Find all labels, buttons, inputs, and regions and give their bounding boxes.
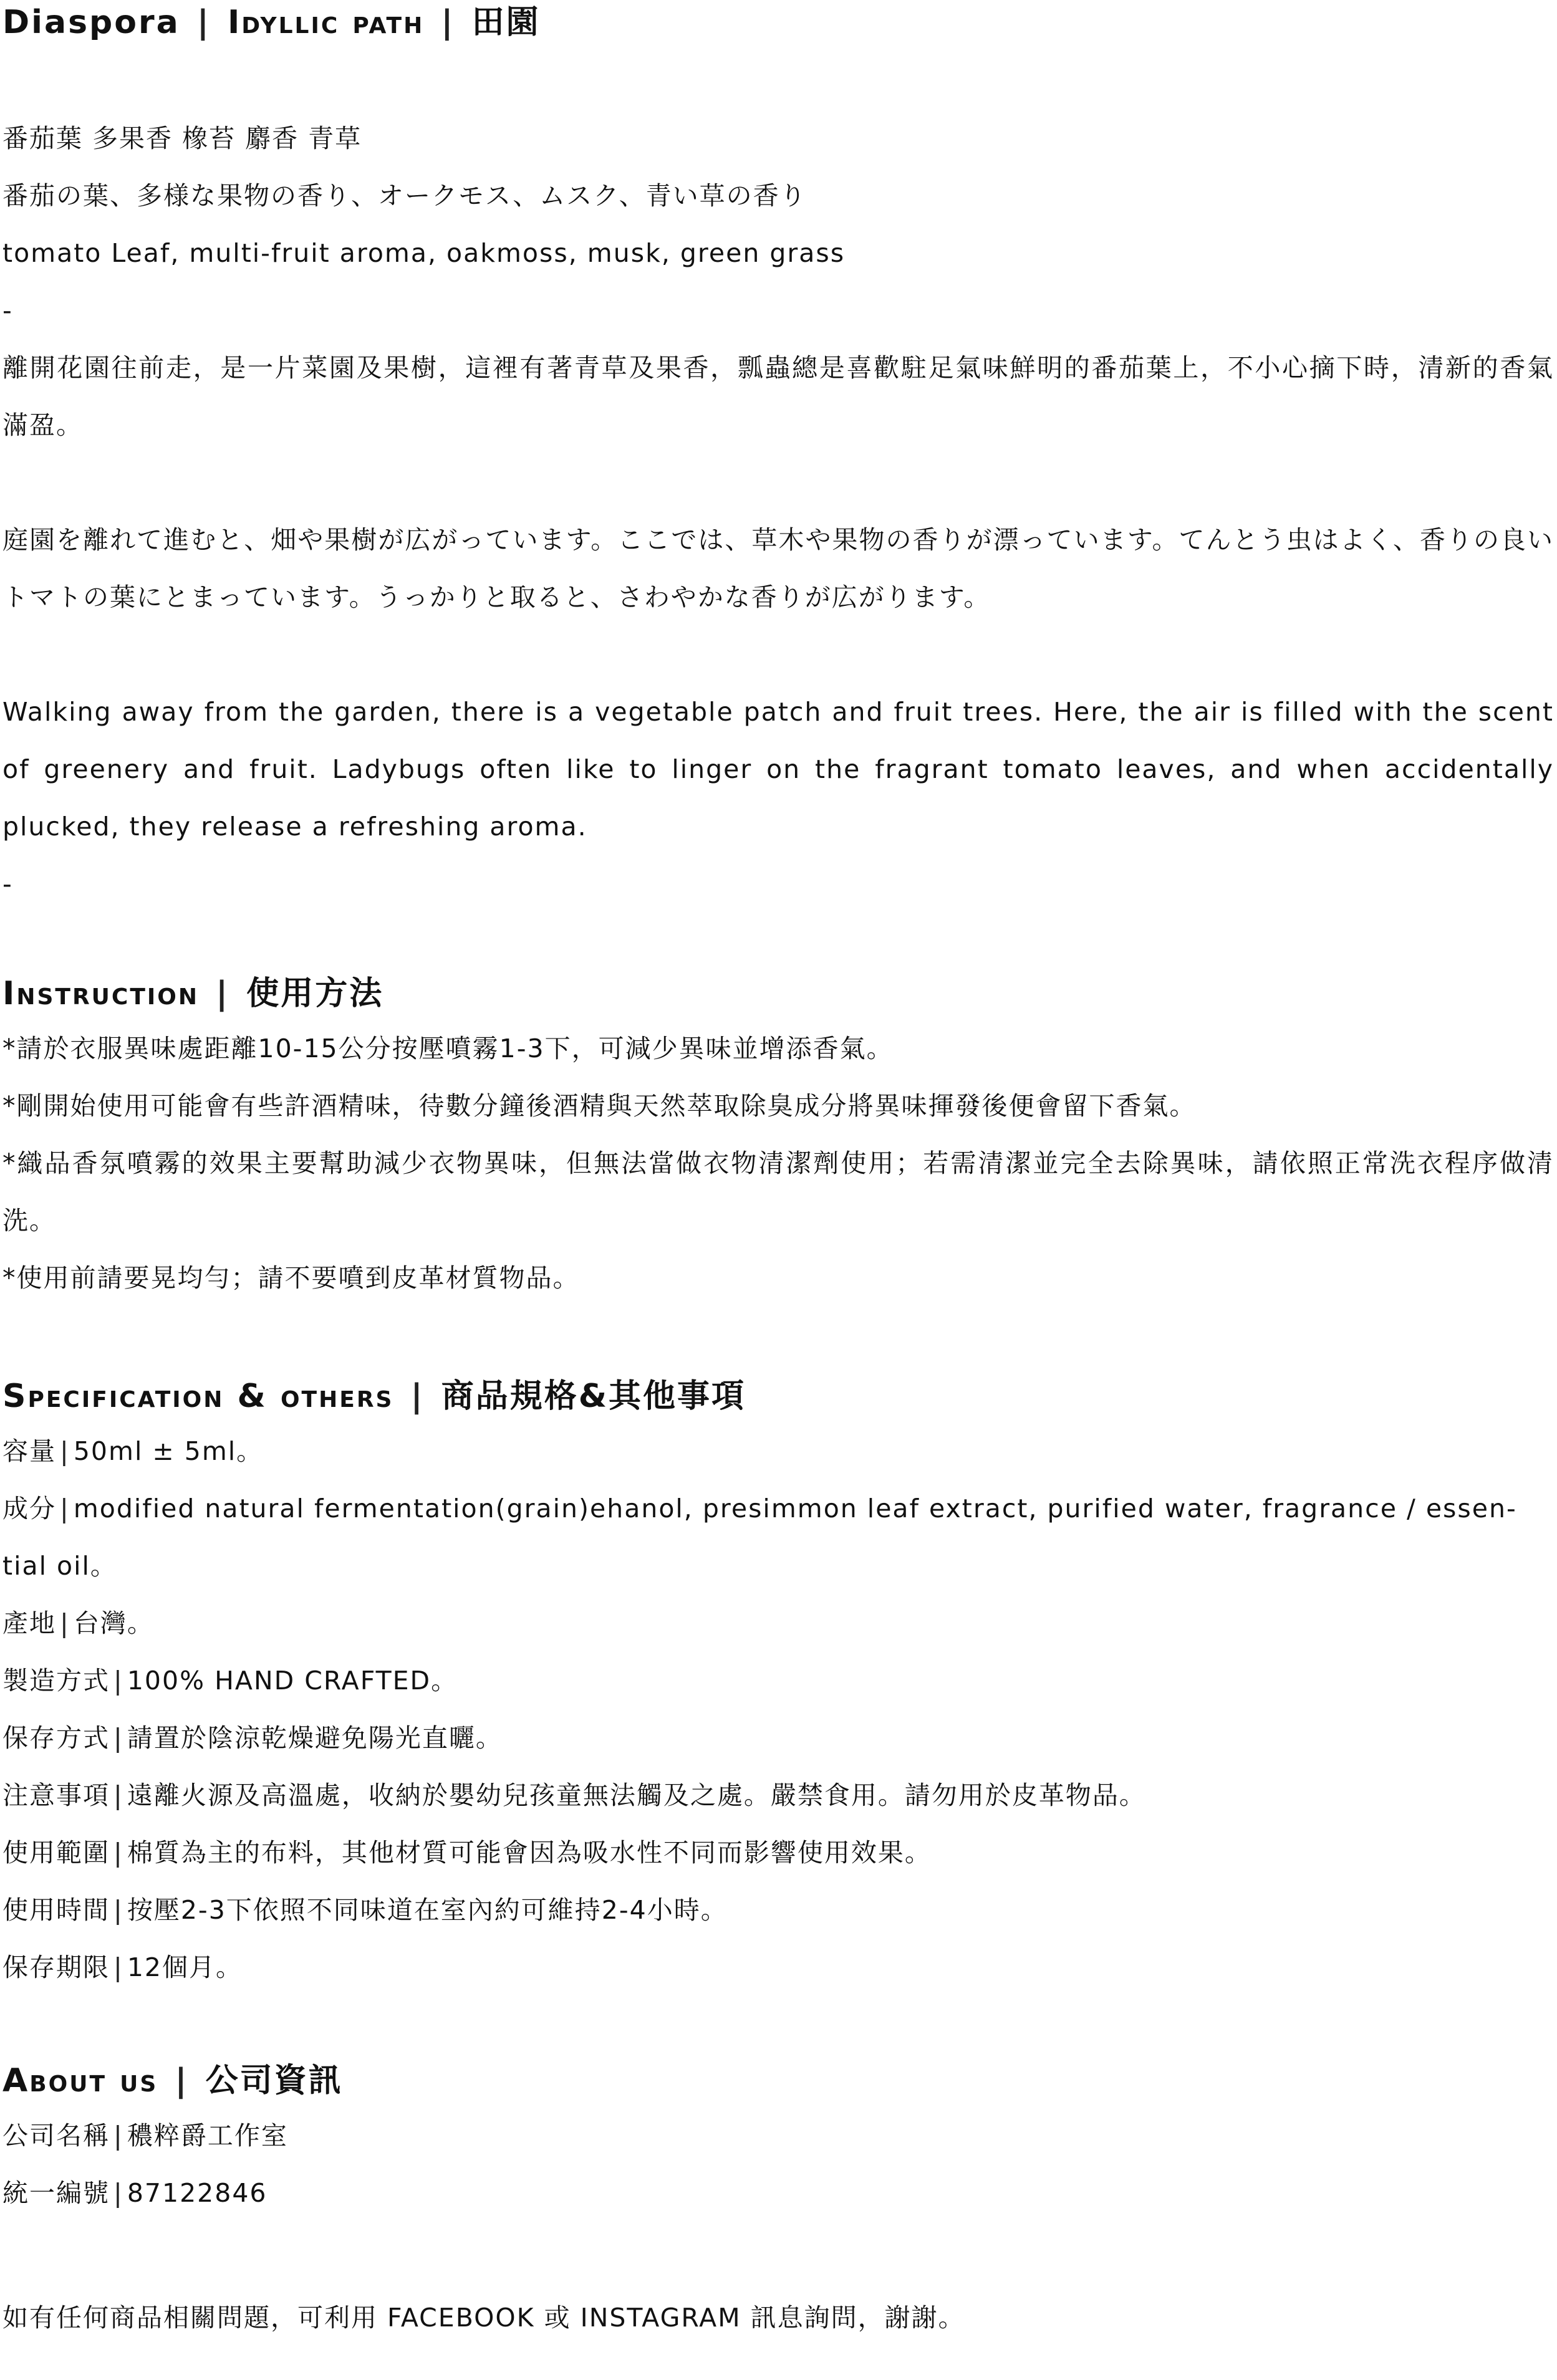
spec-label: 使用範圍: [2, 1838, 110, 1868]
brand-name: Diaspora: [2, 4, 180, 41]
about-label: 統一編號: [2, 2178, 110, 2208]
spec-label: 成分: [2, 1494, 56, 1523]
spec-separator: |: [113, 1780, 123, 1810]
spec-heading-zh: 商品規格&其他事項: [441, 1378, 746, 1415]
instruction-heading-en: Instruction: [2, 975, 200, 1012]
spec-label: 使用時間: [2, 1895, 110, 1925]
instruction-item: *請於衣服異味處距離10-15公分按壓噴霧1-3下，可減少異味並增添香氣。: [2, 1034, 894, 1063]
spec-heading-en: Specification & others: [2, 1378, 394, 1415]
notes-block: [2, 110, 845, 339]
about-separator: |: [113, 2178, 123, 2208]
about-heading-zh: 公司資訊: [205, 2062, 343, 2099]
story-zh-block: [2, 339, 1554, 454]
page-title: [2, 2, 540, 42]
instruction-section: [2, 974, 1554, 1307]
spec-value: 請置於陰涼乾燥避免陽光直曬。: [127, 1723, 503, 1753]
spec-row-manufacture: [2, 1652, 1554, 1709]
notes-ja: 番茄の葉、多様な果物の香り、オークモス、ムスク、青い草の香り: [2, 181, 807, 211]
spec-value: 50ml ± 5ml。: [73, 1436, 264, 1466]
spec-row-ingredients: [2, 1480, 1554, 1595]
about-row-company: [2, 2107, 1554, 2164]
spec-row-caution: [2, 1767, 1554, 1824]
spec-row-shelf-life: [2, 1939, 1554, 1996]
spec-row-scope: [2, 1824, 1554, 1881]
product-name-zh: 田園: [471, 4, 541, 41]
instruction-item: *剛開始使用可能會有些許酒精味，待數分鐘後酒精與天然萃取除臭成分將異味揮發後便會留下香氣。: [2, 1091, 1197, 1121]
heading-separator: |: [216, 975, 230, 1012]
spec-separator: |: [113, 1952, 123, 1982]
spec-separator: |: [113, 1666, 123, 1696]
about-heading-en: About us: [2, 2062, 158, 2099]
spec-section: [2, 1376, 1554, 1996]
spec-label: 保存期限: [2, 1952, 110, 1982]
about-row-tax-id: [2, 2164, 1554, 2222]
about-value: 87122846: [127, 2178, 268, 2208]
about-section: [2, 2061, 1554, 2222]
spec-row-duration: [2, 1881, 1554, 1939]
about-separator: |: [113, 2121, 123, 2151]
spec-heading: [2, 1376, 1554, 1416]
instruction-item: *使用前請要晃均勻；請不要噴到皮革材質物品。: [2, 1263, 580, 1293]
about-value: 穠粹爵工作室: [127, 2121, 288, 2151]
instruction-heading: [2, 974, 1554, 1014]
spec-separator: |: [113, 1838, 123, 1868]
spec-label: 保存方式: [2, 1723, 110, 1753]
story-ja-block: [2, 511, 1554, 626]
heading-separator: |: [410, 1378, 425, 1415]
spec-value: modified natural fermentation(grain)ehanol, presimmon leaf extract, purified water, fragrance / essen-tial oil。: [2, 1494, 1517, 1581]
story-en-block: [2, 683, 1554, 913]
notes-zh: 番茄葉 多果香 橡苔 麝香 青草: [2, 123, 362, 153]
spec-value: 棉質為主的布料，其他材質可能會因為吸水性不同而影響使用效果。: [127, 1838, 932, 1868]
divider-dash: -: [2, 295, 12, 325]
spec-separator: |: [60, 1608, 70, 1638]
spec-value: 台灣。: [73, 1608, 154, 1638]
spec-separator: |: [60, 1436, 70, 1466]
spec-label: 容量: [2, 1436, 56, 1466]
spec-row-origin: [2, 1595, 1554, 1652]
spec-value: 100% HAND CRAFTED。: [127, 1666, 458, 1696]
collection-name: Idyllic path: [227, 4, 425, 41]
spec-separator: |: [60, 1494, 70, 1523]
instruction-item: *織品香氛噴霧的效果主要幫助減少衣物異味，但無法當做衣物清潔劑使用；若需清潔並完全去除異味，請依照正常洗衣程序做清洗。: [2, 1148, 1554, 1236]
story-ja: 庭園を離れて進むと、畑や果樹が広がっています。ここでは、草木や果物の香りが漂っています。てんとう虫はよく、香りの良いトマトの葉にとまっています。うっかりと取ると、さわやかな香りが広がります。: [2, 525, 1554, 612]
heading-separator: |: [175, 2062, 189, 2099]
title-separator: |: [441, 4, 455, 41]
title-separator: |: [196, 4, 211, 41]
spec-label: 產地: [2, 1608, 56, 1638]
instruction-heading-zh: 使用方法: [246, 975, 384, 1012]
spec-value: 遠離火源及高溫處，收納於嬰幼兒孩童無法觸及之處。嚴禁食用。請勿用於皮革物品。: [127, 1780, 1146, 1810]
about-label: 公司名稱: [2, 2121, 110, 2151]
spec-separator: |: [113, 1895, 123, 1925]
story-zh: 離開花園往前走，是一片菜園及果樹，這裡有著青草及果香，瓢蟲總是喜歡駐足氣味鮮明的番茄葉上，不小心摘下時，清新的香氣滿盈。: [2, 353, 1554, 440]
spec-value: 12個月。: [127, 1952, 243, 1982]
spec-row-capacity: [2, 1423, 1554, 1480]
spec-row-storage: [2, 1709, 1554, 1767]
about-heading: [2, 2061, 1554, 2101]
closing-note: 如有任何商品相關問題，可利用 FACEBOOK 或 INSTAGRAM 訊息詢問，謝謝。: [2, 2303, 965, 2333]
spec-label: 製造方式: [2, 1666, 110, 1696]
spec-label: 注意事項: [2, 1780, 110, 1810]
spec-separator: |: [113, 1723, 123, 1753]
spec-value: 按壓2-3下依照不同味道在室內約可維持2-4小時。: [127, 1895, 728, 1925]
divider-dash: -: [2, 869, 12, 899]
notes-en: tomato Leaf, multi-fruit aroma, oakmoss, musk, green grass: [2, 238, 846, 268]
story-en: Walking away from the garden, there is a vegetable patch and fruit trees. Here, the air is filled with the scent of greenery and fruit. Ladybugs often like to linger on the fragrant tomato leaves, and when accidentally plucked, they release a refreshing aroma.: [2, 697, 1554, 842]
